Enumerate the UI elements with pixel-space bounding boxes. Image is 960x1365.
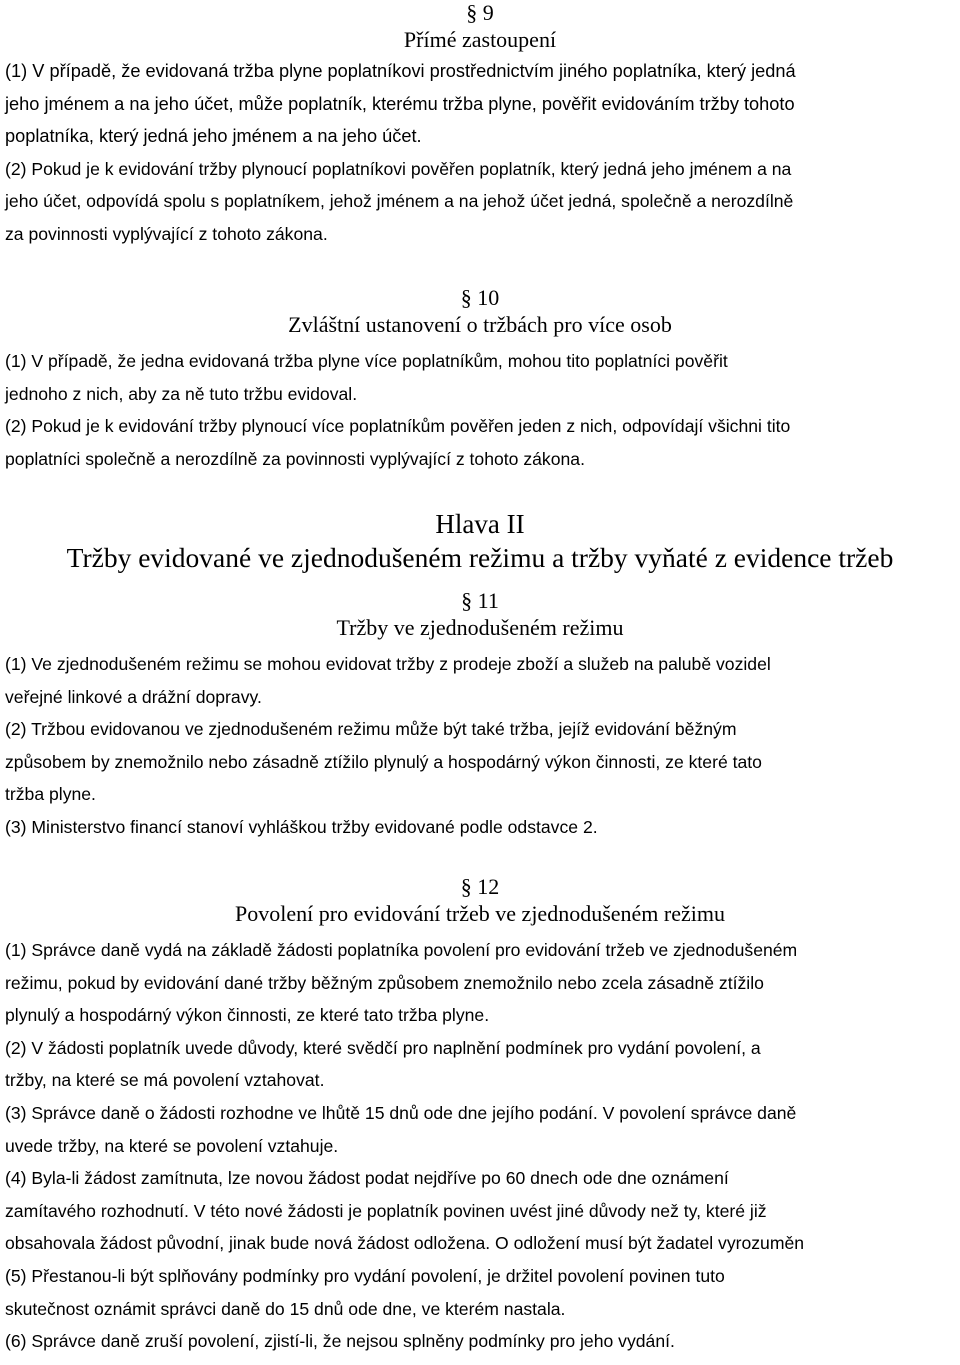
paragraph-line: poplatníci společně a nerozdílně za povinnosti vyplývající z tohoto zákona. [5, 448, 585, 469]
section-number: § 10 [460, 285, 500, 310]
section-number: § 12 [460, 874, 500, 899]
paragraph-line: způsobem by znemožnilo nebo zásadně ztížilo plynulý a hospodárný výkon činnosti, ze které tato [5, 751, 762, 772]
section-title: Povolení pro evidování tržeb ve zjednodušeném režimu [235, 901, 725, 926]
paragraph-line: plynulý a hospodárný výkon činnosti, ze které tato tržba plyne. [5, 1005, 490, 1026]
paragraph-line: obsahovala žádost původní, jinak bude nová žádost odložena. O odložení musí být žadatel vyrozuměn [5, 1233, 805, 1254]
paragraph-line: (4) Byla-li žádost zamítnuta, lze novou žádost podat nejdříve po 60 dnech ode dne oznámení [5, 1168, 729, 1189]
paragraph-line: (2) V žádosti poplatník uvede důvody, které svědčí pro naplnění podmínek pro vydání povolení, a [5, 1037, 761, 1058]
paragraph-line: (5) Přestanou-li být splňovány podmínky pro vydání povolení, je držitel povolení povinen tuto [5, 1265, 725, 1286]
paragraph-line: jednoho z nich, aby za ně tuto tržbu evidoval. [5, 383, 358, 404]
paragraph-line: režimu, pokud by evidování dané tržby běžným způsobem znemožnilo nebo zcela zásadně ztížilo [5, 972, 764, 993]
paragraph [5, 1032, 956, 1097]
paragraph-line: veřejné linkové a drážní dopravy. [5, 686, 262, 707]
paragraph-line: (3) Správce daně o žádosti rozhodne ve lhůtě 15 dnů ode dne jejího podání. V povolení správce daně [5, 1102, 797, 1123]
paragraph [5, 1097, 956, 1162]
paragraph-line: (1) V případě, že evidovaná tržba plyne poplatníkovi prostřednictvím jiného poplatníka, který jedná [5, 61, 796, 81]
section-title: Zvláštní ustanovení o tržbách pro více osob [288, 312, 672, 337]
section-9 [0, 0, 960, 251]
paragraph-line: zamítavého rozhodnutí. V této nové žádosti je poplatník povinen uvést jiné důvody než ty, které již [5, 1200, 767, 1221]
paragraph-line: (6) Správce daně zruší povolení, zjistí-li, že nejsou splněny podmínky pro jeho vydání. [5, 1331, 675, 1352]
section-title: Přímé zastoupení [403, 27, 557, 52]
chapter-title: Hlava II [435, 509, 525, 539]
paragraph [5, 811, 956, 844]
section-number: § 11 [461, 588, 499, 613]
paragraph [5, 648, 956, 713]
paragraph-line: (2) Tržbou evidovanou ve zjednodušeném režimu může být také tržba, jejíž evidování běžným [5, 719, 737, 740]
paragraph [5, 713, 956, 811]
paragraph-line: (1) Ve zjednodušeném režimu se mohou evidovat tržby z prodeje zboží a služeb na palubě vozidel [5, 654, 771, 674]
paragraph-line: za povinnosti vyplývající z tohoto zákona. [5, 223, 328, 244]
paragraph-line: jeho účet, odpovídá spolu s poplatníkem, jehož jménem a na jehož účet jedná, společně a nerozdílně [5, 191, 794, 212]
chapter-subtitle: Tržby evidované ve zjednodušeném režimu a tržby vyňaté z evidence tržeb [66, 542, 894, 573]
section-11 [0, 588, 960, 844]
paragraph-line: (2) Pokud je k evidování tržby plynoucí poplatníkovi pověřen poplatník, který jedná jeho jménem a na [5, 158, 792, 179]
paragraph [5, 410, 956, 475]
paragraph [5, 1260, 956, 1325]
section-12 [0, 874, 960, 1358]
paragraph-line: poplatníka, který jedná jeho jménem a na jeho účet. [5, 126, 422, 147]
paragraph-line: uvede tržby, na které se povolení vztahuje. [5, 1135, 339, 1156]
paragraph [5, 55, 956, 153]
paragraph-line: (3) Ministerstvo financí stanoví vyhláškou tržby evidované podle odstavce 2. [5, 816, 598, 837]
section-title: Tržby ve zjednodušeném režimu [336, 615, 624, 640]
paragraph-line: tržby, na které se má povolení vztahovat. [5, 1070, 325, 1091]
paragraph [5, 153, 956, 251]
paragraph-line: skutečnost oznámit správci daně do 15 dnů ode dne, ve kterém nastala. [5, 1298, 566, 1319]
paragraph [5, 1162, 956, 1260]
paragraph-line: tržba plyne. [5, 784, 96, 805]
chapter-heading [0, 507, 960, 575]
section-number: § 9 [466, 0, 494, 25]
section-10 [0, 285, 960, 475]
paragraph-line: (1) V případě, že jedna evidovaná tržba plyne více poplatníkům, mohou tito poplatníci pověřit [5, 351, 728, 371]
paragraph [5, 1325, 956, 1358]
paragraph-line: (1) Správce daně vydá na základě žádosti poplatníka povolení pro evidování tržeb ve zjednodušeném [5, 940, 798, 960]
paragraph-line: jeho jménem a na jeho účet, může poplatník, kterému tržba plyne, pověřit evidováním tržby tohoto [5, 93, 795, 114]
paragraph [5, 934, 956, 1032]
paragraph [5, 345, 956, 410]
paragraph-line: (2) Pokud je k evidování tržby plynoucí více poplatníkům pověřen jeden z nich, odpovídají všichni tito [5, 416, 791, 437]
